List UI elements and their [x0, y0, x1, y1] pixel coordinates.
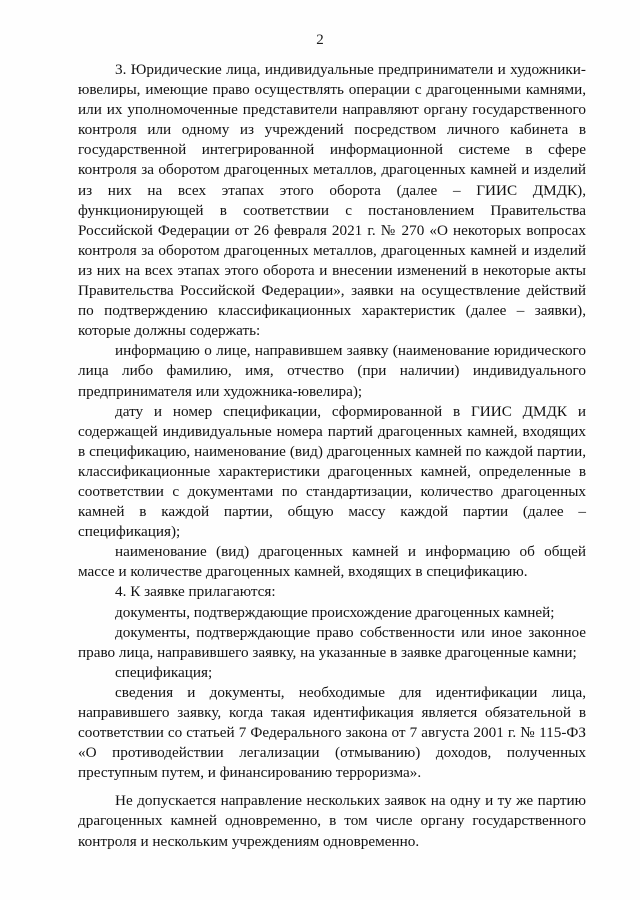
- paragraph-stones-name: наименование (вид) драгоценных камней и информацию об общей массе и количестве драгоценных камней, входящих в спецификацию.: [78, 543, 586, 581]
- paragraph-specification: спецификация;: [115, 663, 213, 681]
- paragraph-origin-docs: документы, подтверждающие происхождение драгоценных камней;: [115, 603, 555, 621]
- paragraph-item-4: 4. К заявке прилагаются:: [115, 583, 276, 601]
- paragraph-multiple-requests: Не допускается направление нескольких заявок на одну и ту же партию драгоценных камней одновременно, в том числе органу государственного контроля и нескольким учреждениям одновременно.: [78, 792, 586, 850]
- document-body: [78, 60, 586, 852]
- paragraph-applicant-info: информацию о лице, направившем заявку (наименование юридического лица либо фамилию, имя, отчество (при наличии) индивидуального предпринимателя или художника-ювелира);: [78, 342, 586, 400]
- page-number: 2: [316, 32, 324, 48]
- paragraph-specification-date: дату и номер спецификации, сформированной в ГИИС ДМДК и содержащей индивидуальные номера партий драгоценных камней, входящих в спецификацию, наименование (вид) драгоценных камней по каждой партии, классификационные характеристики драгоценных камней, определенные в соответствии с документами по стандартизации, количество драгоценных камней в каждой партии, общую массу каждой партии (далее – спецификация);: [78, 402, 586, 541]
- paragraph-item-3: 3. Юридические лица, индивидуальные предприниматели и художники-ювелиры, имеющие право осуществлять операции с драгоценными камнями, или их уполномоченные представители направляют органу государственного контроля или одному из учреждений посредством личного кабинета в государственной интегрированной информационной системе в сфере контроля за оборотом драгоценных металлов, драгоценных камней и изделий из них на всех этапах этого оборота (далее – ГИИС ДМДК), функционирующей в соответствии с постановлением Правительства Российской Федерации от 26 февраля 2021 г. № 270 «О некоторых вопросах контроля за оборотом драгоценных металлов, драгоценных камней и изделий из них на всех этапах этого оборота и внесении изменений в некоторые акты Правительства Российской Федерации», заявки на осуществление действий по подтверждению классификационных характеристик (далее – заявки), которые должны содержать:: [78, 61, 586, 340]
- paragraph-ownership-docs: документы, подтверждающие право собственности или иное законное право лица, направившего заявку, на указанные в заявке драгоценные камни;: [78, 623, 586, 661]
- paragraph-identification-info: сведения и документы, необходимые для идентификации лица, направившего заявку, когда такая идентификация является обязательной в соответствии со статьей 7 Федерального закона от 7 августа 2001 г. № 115-ФЗ «О противодействии легализации (отмыванию) доходов, полученных преступным путем, и финансированию терроризма».: [78, 683, 586, 782]
